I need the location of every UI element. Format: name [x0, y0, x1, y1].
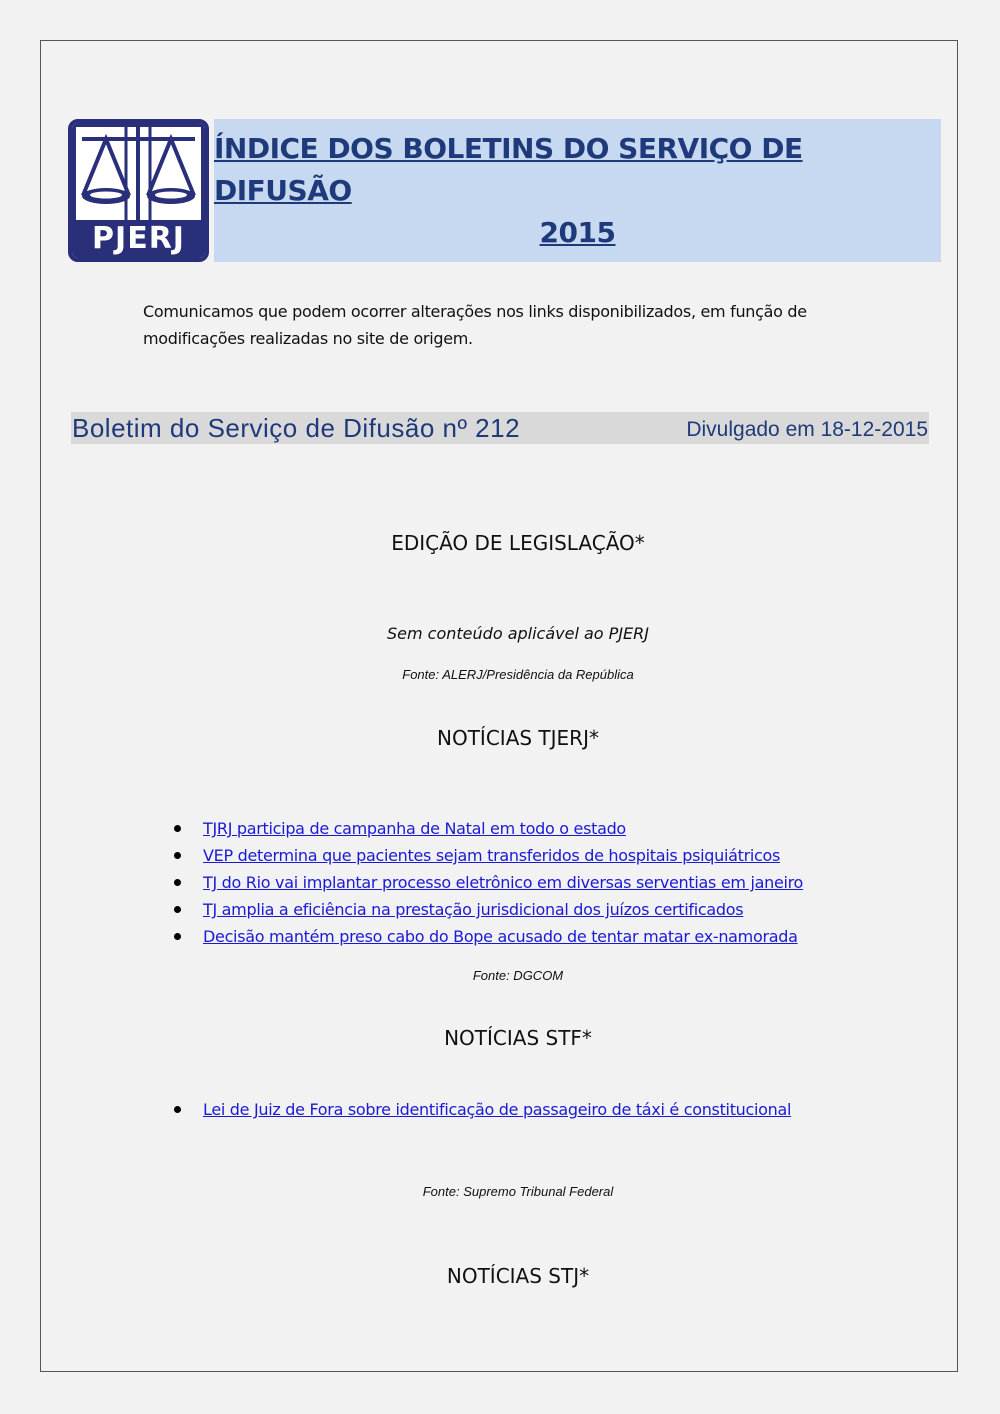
legislacao-source: Fonte: ALERJ/Presidência da República: [402, 667, 634, 682]
news-link[interactable]: VEP determina que pacientes sejam transferidos de hospitais psiquiátricos: [203, 846, 781, 865]
bullet-icon: [174, 852, 181, 859]
page-title-year: 2015: [539, 215, 616, 249]
news-link[interactable]: Lei de Juiz de Fora sobre identificação de passageiro de táxi é constitucional: [203, 1100, 792, 1119]
tjerj-news-list: [170, 815, 803, 950]
section-heading-tjerj: NOTÍCIAS TJERJ*: [437, 726, 599, 750]
tjerj-source: Fonte: DGCOM: [472, 968, 564, 983]
header-title-box: [214, 119, 941, 262]
scales-of-justice-icon: [72, 123, 205, 223]
bullet-icon: [174, 825, 181, 832]
bulletin-date: Divulgado em 18-12-2015: [686, 418, 928, 441]
legislacao-note: Sem conteúdo aplicável ao PJERJ: [387, 624, 649, 643]
list-item: [170, 923, 803, 950]
logo-text: PJERJ: [72, 220, 205, 258]
bulletin-bar: [71, 412, 929, 444]
stf-source: Fonte: Supremo Tribunal Federal: [422, 1184, 614, 1199]
section-heading-stf: NOTÍCIAS STF*: [444, 1026, 592, 1050]
stf-news-list: [170, 1096, 791, 1123]
bullet-icon: [174, 906, 181, 913]
section-heading-legislacao: EDIÇÃO DE LEGISLAÇÃO*: [391, 531, 645, 555]
list-item: [170, 1096, 791, 1123]
news-link[interactable]: TJ do Rio vai implantar processo eletrônico em diversas serventias em janeiro: [203, 873, 804, 892]
list-item: [170, 815, 803, 842]
pjerj-logo: [68, 119, 209, 262]
bullet-icon: [174, 1106, 181, 1113]
news-link[interactable]: TJ amplia a eficiência na prestação jurisdicional dos juízos certificados: [203, 900, 744, 919]
page-title: ÍNDICE DOS BOLETINS DO SERVIÇO DE DIFUSÃO: [214, 131, 803, 207]
bullet-icon: [174, 933, 181, 940]
list-item: [170, 842, 803, 869]
list-item: [170, 896, 803, 923]
bulletin-title: Boletim do Serviço de Difusão nº 212: [72, 413, 521, 443]
news-link[interactable]: TJRJ participa de campanha de Natal em todo o estado: [203, 819, 626, 838]
news-link[interactable]: Decisão mantém preso cabo do Bope acusado de tentar matar ex-namorada: [203, 927, 798, 946]
links-notice: Comunicamos que podem ocorrer alterações nos links disponibilizados, em função de modificações realizadas no site de origem.: [143, 302, 807, 348]
list-item: [170, 869, 803, 896]
section-heading-stj: NOTÍCIAS STJ*: [446, 1264, 590, 1288]
bullet-icon: [174, 879, 181, 886]
